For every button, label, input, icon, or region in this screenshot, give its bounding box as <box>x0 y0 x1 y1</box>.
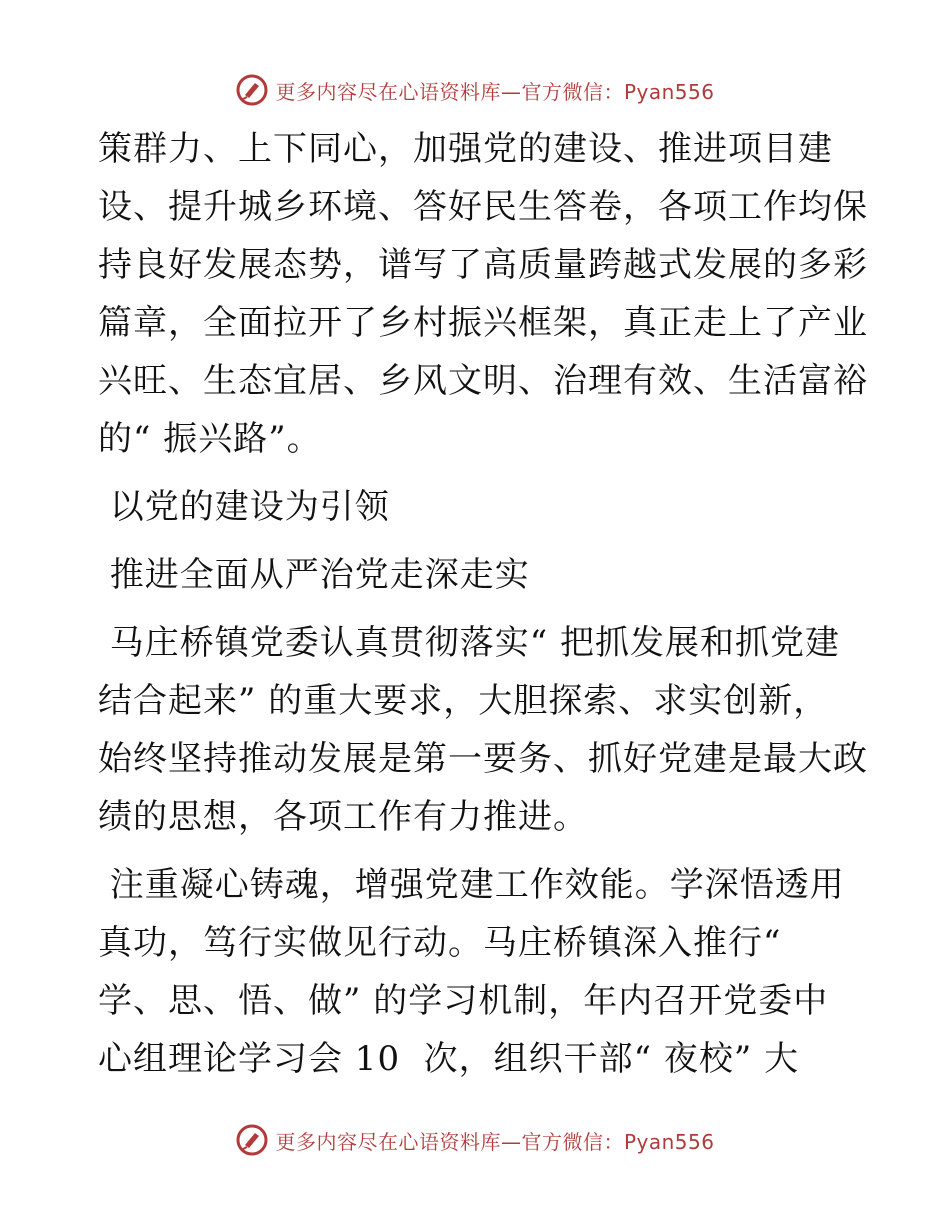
text-line: 策群力、上下同心，加强党的建设、推进项目建 <box>98 129 833 169</box>
header-banner <box>0 70 950 110</box>
text-line: 的“ 振兴路”。 <box>98 419 322 459</box>
section-heading-2 <box>98 546 858 604</box>
text-line: 注重凝心铸魂，增强党建工作效能。学深悟透用 <box>98 865 845 905</box>
text-line: 马庄桥镇党委认真贯彻落实“ 把抓发展和抓党建 <box>98 623 840 663</box>
text-line: 真功，笃行实做见行动。马庄桥镇深入推行“ <box>98 923 782 963</box>
paragraph-2 <box>98 614 868 846</box>
text-line: 始终坚持推动发展是第一要务、抓好党建是最大政 <box>98 739 868 779</box>
heading-line: 推进全面从严治党走深走实 <box>98 555 530 595</box>
header-banner-text: 更多内容尽在心语资料库—官方微信：Pyan556 <box>275 79 715 104</box>
text-line: 设、提升城乡环境、答好民生答卷，各项工作均保 <box>98 187 868 227</box>
document-body <box>98 120 868 1088</box>
text-line: 兴旺、生态宜居、乡风文明、治理有效、生活富裕 <box>98 361 868 401</box>
section-heading-1 <box>98 478 858 536</box>
text-line: 持良好发展态势，谱写了高质量跨越式发展的多彩 <box>98 245 868 285</box>
paragraph-1 <box>98 120 868 468</box>
footer-banner-text: 更多内容尽在心语资料库—官方微信：Pyan556 <box>275 1129 715 1154</box>
brand-logo-icon <box>235 73 269 107</box>
text-line: 学、思、悟、做” 的学习机制，年内召开党委中 <box>98 981 829 1021</box>
brand-logo-icon <box>235 1123 269 1157</box>
heading-line: 以党的建设为引领 <box>98 487 390 527</box>
text-line: 心组理论学习会 10 次，组织干部“ 夜校” 大 <box>98 1039 800 1079</box>
text-line: 篇章，全面拉开了乡村振兴框架，真正走上了产业 <box>98 303 868 343</box>
text-line: 结合起来” 的重大要求，大胆探索、求实创新， <box>98 681 829 721</box>
footer-banner <box>0 1120 950 1160</box>
paragraph-3 <box>98 856 858 1088</box>
text-line: 绩的思想，各项工作有力推进。 <box>98 797 588 837</box>
